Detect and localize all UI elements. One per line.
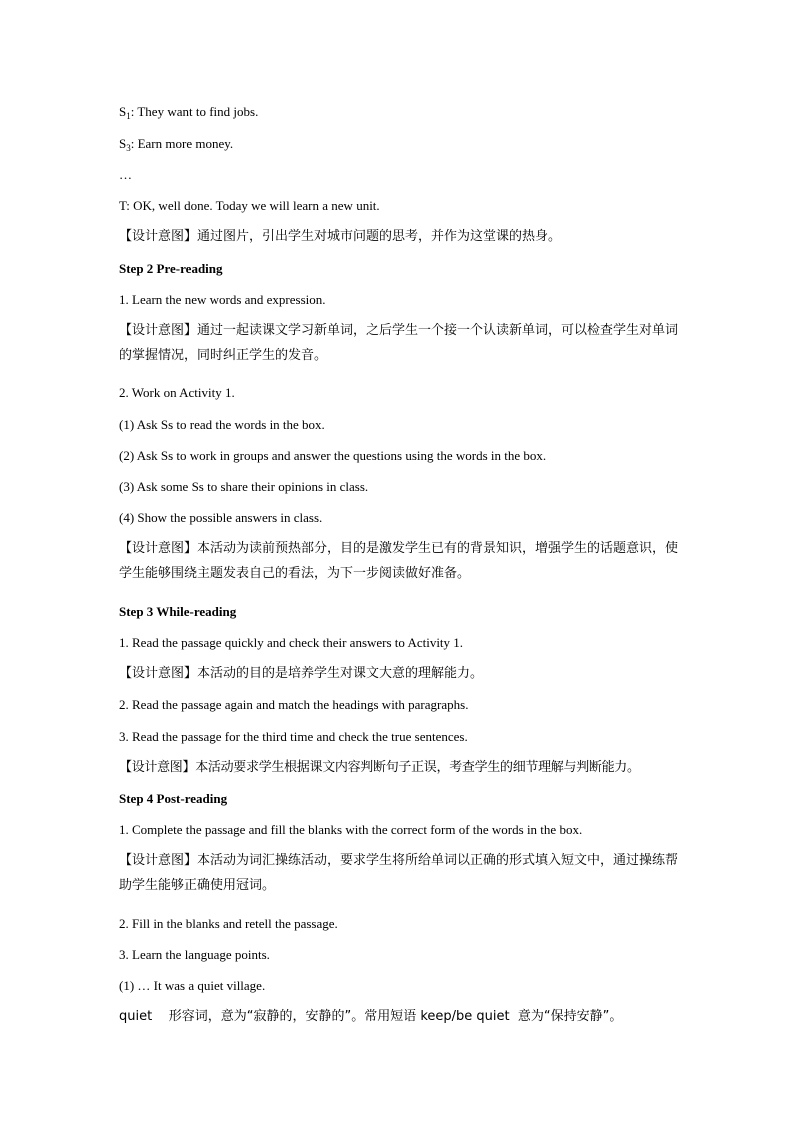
step-4-heading: Step 4 Post-reading xyxy=(119,791,228,806)
speaker-subscript: 3 xyxy=(126,143,131,153)
design-intent-3: 【设计意图】本活动为读前预热部分，目的是激发学生已有的背景知识，增强学生的话题意识，使学生能够围绕主题发表自己的看法，为下一步阅读做好准备。 xyxy=(119,541,679,581)
step-2-subitem-4: (4) Show the possible answers in class. xyxy=(119,510,323,525)
step-2-item-2: 2. Work on Activity 1. xyxy=(119,385,235,400)
step-2-subitem-1: (1) Ask Ss to read the words in the box. xyxy=(119,417,325,432)
step-3-item-3: 3. Read the passage for the third time and check the true sentences. xyxy=(119,729,468,744)
dialogue-line-s1 xyxy=(119,102,258,122)
step-3-item-1: 1. Read the passage quickly and check their answers to Activity 1. xyxy=(119,635,464,650)
step-4-item-1: 1. Complete the passage and fill the blanks with the correct form of the words in the box. xyxy=(119,822,583,837)
step-2-subitem-3: (3) Ask some Ss to share their opinions in class. xyxy=(119,479,369,494)
dialogue-text: : They want to find jobs. xyxy=(130,104,259,119)
step-3-item-2: 2. Read the passage again and match the headings with paragraphs. xyxy=(119,697,469,712)
language-note-quiet: quiet 形容词，意为“寂静的，安静的”。常用短语 keep/be quiet 意为“保持安静”。 xyxy=(119,1009,623,1024)
ellipsis-line: … xyxy=(119,167,132,182)
speaker-label: S xyxy=(119,136,127,151)
step-2-subitem-2: (2) Ask Ss to work in groups and answer the questions using the words in the box. xyxy=(119,448,547,463)
design-intent-5: 【设计意图】本活动要求学生根据课文内容判断句子正误，考查学生的细节理解与判断能力。 xyxy=(119,760,640,775)
step-4-subitem-1: (1) … It was a quiet village. xyxy=(119,978,266,993)
step-2-item-1: 1. Learn the new words and expression. xyxy=(119,292,326,307)
speaker-label: S xyxy=(119,104,127,119)
design-intent-2: 【设计意图】通过一起读课文学习新单词，之后学生一个接一个认读新单词，可以检查学生对单词的掌握情况，同时纠正学生的发音。 xyxy=(119,323,679,363)
design-intent-4: 【设计意图】本活动的目的是培养学生对课文大意的理解能力。 xyxy=(119,666,484,681)
step-4-item-3: 3. Learn the language points. xyxy=(119,947,270,962)
design-intent-6: 【设计意图】本活动为词汇操练活动，要求学生将所给单词以正确的形式填入短文中，通过操练帮助学生能够正确使用冠词。 xyxy=(119,853,679,893)
step-2-heading: Step 2 Pre-reading xyxy=(119,261,223,276)
step-4-item-2: 2. Fill in the blanks and retell the passage. xyxy=(119,916,338,931)
dialogue-text: : Earn more money. xyxy=(130,136,234,151)
dialogue-line-s3 xyxy=(119,134,233,154)
teacher-line: T: OK, well done. Today we will learn a new unit. xyxy=(119,198,380,213)
design-intent-1: 【设计意图】通过图片，引出学生对城市问题的思考，并作为这堂课的热身。 xyxy=(119,229,562,244)
step-3-heading: Step 3 While-reading xyxy=(119,604,237,619)
speaker-subscript: 1 xyxy=(126,111,131,121)
